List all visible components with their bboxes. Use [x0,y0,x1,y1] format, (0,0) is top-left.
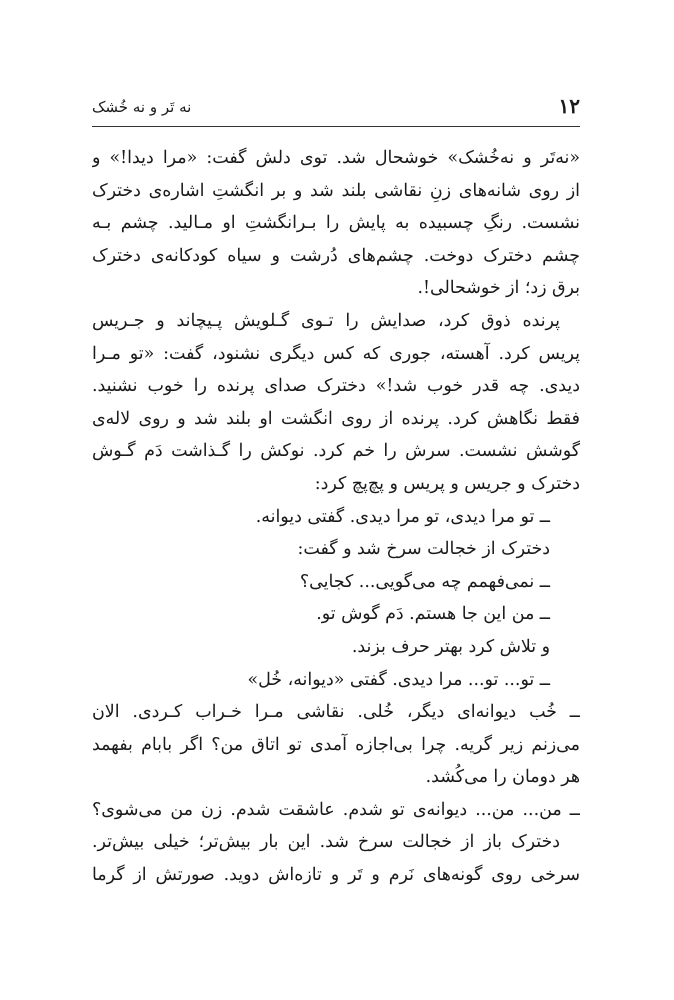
text-line: «نه‌تَر و نه‌خُشک» خوشحال شد. توی دلش گفت: «مرا دیدا!» و [92,148,580,168]
text-line: می‌زنم زیر گریه. چرا بی‌اجازه آمدی تو اتاق من؟ اگر بابام بفهمد [92,734,580,755]
dialogue-line: ــ تو مرا دیدی، تو مرا دیدی. گفتی دیوانه. [255,506,550,527]
page-number: ۱۲ [558,94,580,118]
story-text [92,142,580,892]
header-rule [92,126,580,127]
text-line: دیدی. چه قدر خوب شد!» دخترک صدای پرنده را خوب نشنید. [92,376,580,397]
text-line: سرخی روی گونه‌های نَرم و تَر و تازه‌اش دوید. صورتش از گرما [92,865,580,886]
text-line: گوشش نشست. سرش را خم کرد. نوکش را گـذاشت دَم گـوش [92,441,580,462]
text-line: نشست. رنگِ چسبیده به پایش را بـرانگشتِ او مـالید. چشم بـه [92,213,580,234]
text-line: دخترک و جریس و پریس و پچ‌پچ کرد: [314,473,580,494]
text-line: چشم دخترک دوخت. چشم‌های دُرشت و سیاه کودکانه‌ی دخترک [92,245,580,266]
text-line: فقط نگاهش کرد. پرنده از روی انگشت او بلند شد و روی لاله‌ی [92,408,580,429]
dialogue-line: ــ خُب دیوانه‌ای دیگر، خُلی. نقاشی مـرا خـراب کـردی. الان [92,702,580,723]
text-line: دخترک باز از خجالت سرخ شد. این بار بیش‌تر؛ خیلی بیش‌تر. [92,832,560,853]
text-line: پریس کرد. آهسته، جوری که کس دیگری نشنود، گفت: «تو مـرا [92,343,580,364]
running-title: نه تَر و نه خُشک [92,98,192,116]
page-header [92,92,580,122]
dialogue-line: ــ من این جا هستم. دَم گوش تو. [316,604,550,625]
text-line: و تلاش کرد بهتر حرف بزند. [351,636,550,657]
dialogue-line: ــ نمی‌فهمم چه می‌گویی... کجایی؟ [299,571,550,592]
text-line: دخترک از خجالت سرخ شد و گفت: [297,539,550,560]
text-line: هر دومان را می‌کُشد. [425,767,580,788]
text-line: از روی شانه‌های زنِ نقاشی بلند شد و بر انگشتِ اشاره‌ی دخترک [92,180,580,201]
dialogue-line: ــ من... من... دیوانه‌ی تو شدم. عاشقت شدم. زن من می‌شوی؟ [92,799,580,820]
text-line: پرنده ذوق کرد، صدایش را تـوی گـلویش پـیچاند و جـریس [92,310,560,331]
text-line: برق زد؛ از خوشحالی!. [417,278,580,299]
dialogue-line: ــ تو... تو... مرا دیدی. گفتی «دیوانه، خُل» [247,669,550,690]
